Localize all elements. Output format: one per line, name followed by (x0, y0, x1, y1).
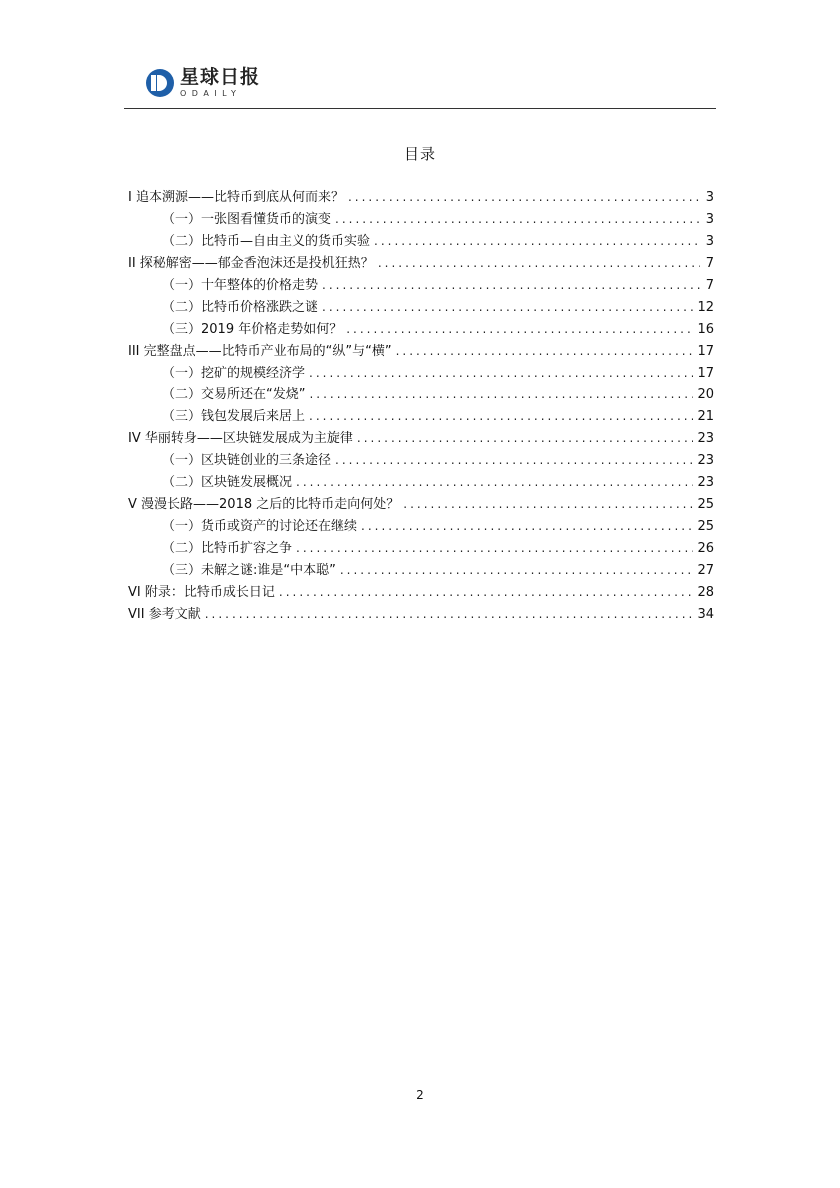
toc-page-number: 17 (697, 343, 714, 359)
logo-chinese-name: 星球日报 (180, 66, 261, 88)
odaily-logo (146, 68, 260, 98)
toc-page-number: 25 (697, 497, 714, 513)
toc-dot-leader (205, 607, 694, 621)
toc-entry-label: （二）比特币—自由主义的货币实验 (162, 233, 371, 249)
toc-entry-label: I 追本溯源——比特币到底从何而来？ (128, 190, 344, 205)
toc-entry-label: （一）区块链创业的三条途径 (162, 453, 332, 469)
toc-dot-leader (374, 234, 700, 248)
toc-section-row[interactable] (128, 449, 714, 471)
toc-entry-label: （一）一张图看懂货币的演变 (162, 211, 332, 227)
logo-english-name: ODAILY (180, 89, 242, 98)
toc-page-number: 21 (697, 409, 714, 425)
toc-page-number: 28 (697, 584, 714, 600)
toc-entry-label: VI 附录：比特币成长日记 (128, 584, 275, 600)
toc-entry-label: （三）钱包发展后来居上 (162, 409, 306, 425)
toc-entry-label: （二）交易所还在“发烧” (162, 387, 306, 403)
toc-dot-leader (335, 453, 693, 467)
toc-page-number: 23 (697, 475, 714, 491)
toc-page-number: 3 (705, 233, 714, 249)
toc-chapter-row[interactable] (128, 186, 714, 208)
page-header (124, 60, 716, 109)
toc-section-row[interactable] (128, 383, 714, 405)
odaily-logo-icon (146, 69, 174, 97)
toc-dot-leader (322, 300, 693, 314)
page-number: 2 (416, 1088, 424, 1102)
toc-dot-leader (309, 387, 693, 401)
toc-entry-label: （一）十年整体的价格走势 (162, 277, 319, 293)
toc-page-number: 23 (697, 453, 714, 469)
toc-page-number: 16 (697, 321, 714, 337)
toc-entry-label: V 漫漫长路——2018 之后的比特币走向何处？ (128, 497, 400, 513)
toc-section-row[interactable] (128, 296, 714, 318)
toc-entry-label: （三）未解之谜:谁是“中本聪” (162, 562, 336, 578)
toc-dot-leader (340, 563, 694, 577)
toc-page-number: 17 (697, 365, 714, 381)
toc-dot-leader (346, 322, 693, 336)
toc-section-row[interactable] (128, 537, 714, 559)
toc-entry-label: （二）区块链发展概况 (162, 475, 293, 491)
toc-dot-leader (403, 497, 693, 511)
toc-dot-leader (309, 366, 693, 380)
toc-dot-leader (322, 278, 700, 292)
toc-chapter-row[interactable] (128, 581, 714, 603)
toc-page-number: 7 (705, 277, 714, 293)
toc-page-number: 12 (697, 299, 714, 315)
toc-section-row[interactable] (128, 362, 714, 384)
toc-page-number: 3 (705, 211, 714, 227)
toc-chapter-row[interactable] (128, 252, 714, 274)
toc-dot-leader (361, 519, 693, 533)
toc-dot-leader (348, 190, 700, 204)
toc-dot-leader (309, 409, 693, 423)
toc-entry-label: （二）比特币扩容之争 (162, 541, 293, 556)
toc-section-row[interactable] (128, 208, 714, 230)
toc-section-row[interactable] (128, 274, 714, 296)
toc-dot-leader (335, 212, 700, 226)
toc-page-number: 3 (705, 190, 714, 205)
toc-dot-leader (296, 475, 693, 489)
table-of-contents (128, 186, 714, 625)
toc-entry-label: （一）挖矿的规模经济学 (162, 365, 306, 381)
toc-section-row[interactable] (128, 559, 714, 581)
logo-text (180, 68, 260, 98)
toc-entry-label: III 完整盘点——比特币产业布局的“纵”与“横” (128, 343, 392, 359)
toc-page-number: 26 (697, 541, 714, 556)
toc-entry-label: （二）比特币价格涨跌之谜 (162, 299, 319, 315)
toc-title: 目录 (403, 145, 436, 163)
toc-page-number: 25 (697, 519, 714, 535)
toc-chapter-row[interactable] (128, 493, 714, 515)
toc-dot-leader (396, 344, 694, 358)
toc-page-number: 34 (697, 606, 714, 622)
toc-entry-label: VII 参考文献 (128, 606, 201, 622)
toc-section-row[interactable] (128, 515, 714, 537)
toc-page-number: 27 (697, 562, 714, 578)
toc-section-row[interactable] (128, 230, 714, 252)
toc-entry-label: II 探秘解密——郁金香泡沫还是投机狂热？ (128, 255, 374, 271)
toc-dot-leader (279, 585, 694, 599)
toc-dot-leader (357, 431, 694, 445)
toc-page-number: 7 (705, 255, 714, 271)
toc-chapter-row[interactable] (128, 603, 714, 625)
toc-entry-label: （一）货币或资产的讨论还在继续 (162, 519, 358, 535)
toc-section-row[interactable] (128, 318, 714, 340)
toc-chapter-row[interactable] (128, 340, 714, 362)
toc-dot-leader (378, 256, 700, 270)
toc-entry-label: （三）2019 年价格走势如何？ (162, 321, 343, 337)
toc-dot-leader (296, 541, 693, 555)
toc-entry-label: IV 华丽转身——区块链发展成为主旋律 (128, 431, 353, 447)
toc-section-row[interactable] (128, 471, 714, 493)
toc-section-row[interactable] (128, 405, 714, 427)
toc-page-number: 20 (697, 387, 714, 403)
toc-page-number: 23 (697, 431, 714, 447)
toc-chapter-row[interactable] (128, 427, 714, 449)
